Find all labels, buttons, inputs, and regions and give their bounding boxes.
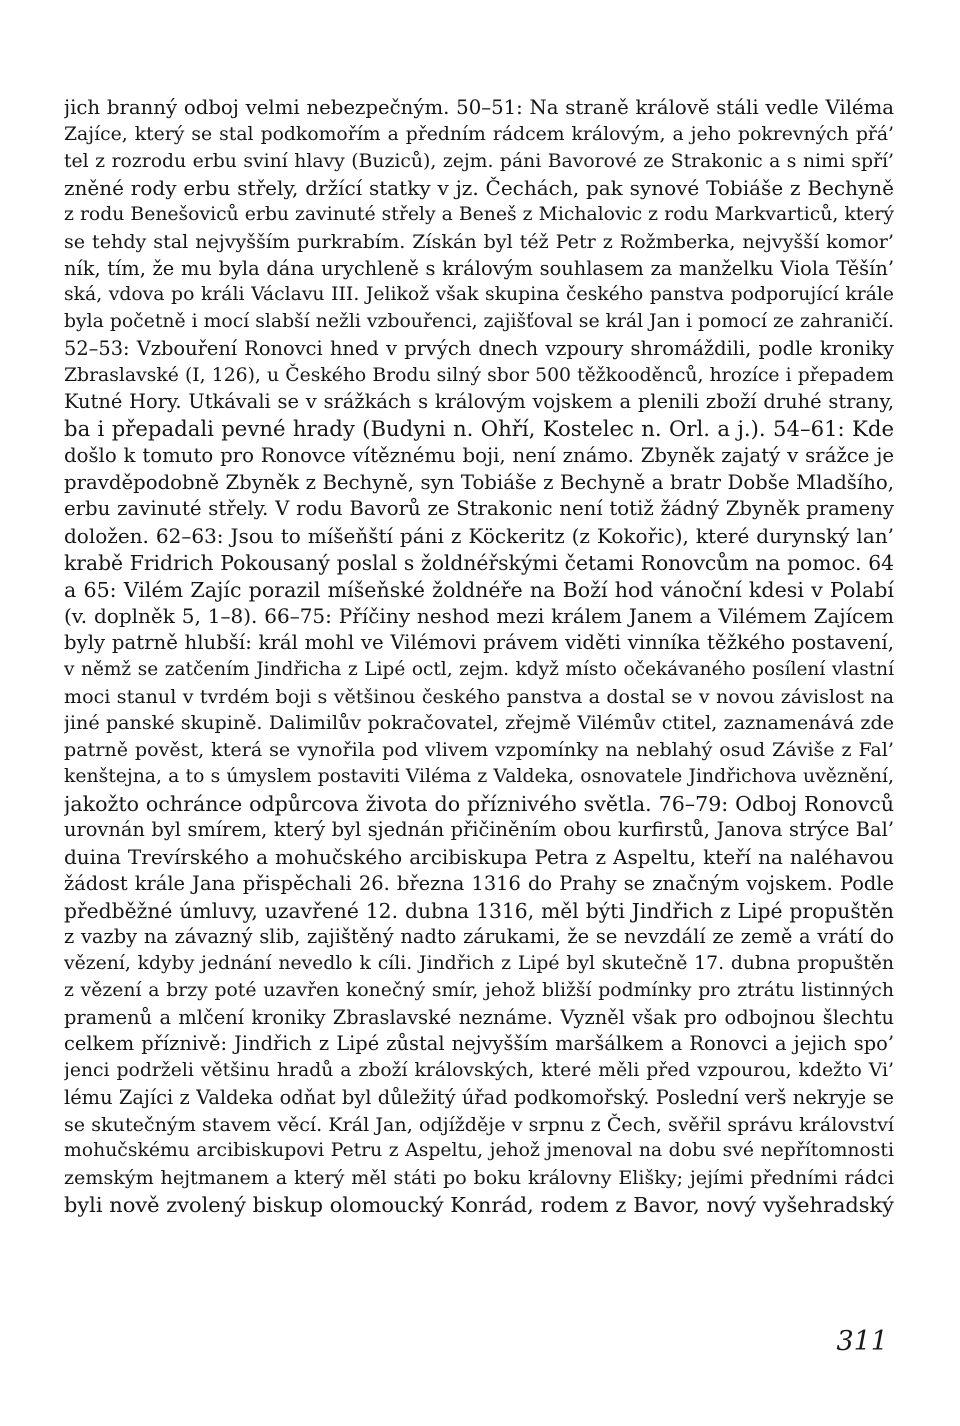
text-line: a 65: Vilém Zajíc porazil míšeňské žoldnéře na Boží hod vánoční kdesi v Polabí [64, 577, 894, 602]
text-line: z vězení a brzy poté uzavřen konečný smír, jehož bližší podmínky pro ztrátu listinných [64, 979, 894, 1001]
text-line: z vazby na závazný slib, zajištěný nadto zárukami, že se nevzdálí ze země a vrátí do [64, 925, 894, 949]
text-line: kenštejna, a to s úmyslem postaviti Viléma z Valdeka, osnovatele Jindřichova uvěznění, [64, 765, 894, 787]
text-line: jakožto ochránce odpůrcova života do příznivého světla. 76–79: Odboj Ronovců [64, 791, 894, 816]
text-line: pramenů a mlčení kroniky Zbraslavské neznáme. Vyzněl však pro odbojnou šlechtu [64, 1005, 894, 1029]
text-line: urovnán byl smírem, který byl sjednán přičiněním obou kurfirstů, Janova strýce Bal’ [64, 818, 894, 842]
text-line: mohučskému arcibiskupovi Petru z Aspeltu, jehož jmenoval na dobu své nepřítomnosti [64, 1140, 894, 1162]
text-line: Kutné Hory. Utkávali se v srážkách s královým vojskem a plenili zboží druhé strany, [64, 390, 894, 414]
text-line: celkem příznivě: Jindřich z Lipé zůstal nejvyšším maršálkem a Ronovci a jejich spo’ [64, 1032, 894, 1056]
text-line: zněné rody erbu střely, držící statky v jz. Čechách, pak synové Tobiáše z Bechyně [64, 176, 894, 201]
text-line: Zbraslavské (I, 126), u Českého Brodu silný sbor 500 těžkooděnců, hrozíce i přepadem [64, 364, 894, 386]
text-line: v němž se zatčením Jindřicha z Lipé octl, zejm. když místo očekávaného posílení vlastní [64, 658, 894, 680]
text-line: jenci podrželi většinu hradů a zboží královských, které měli před vzpourou, kdežto Vi’ [64, 1060, 894, 1081]
text-line: žádost krále Jana přispěchali 26. března 1316 do Prahy se značným vojskem. Podle [64, 871, 894, 895]
text-line: předběžné úmluvy, uzavřené 12. dubna 1316, měl býti Jindřich z Lipé propuštěn [64, 898, 894, 923]
text-line: se tehdy stal nejvyšším purkrabím. Získán byl též Petr z Rožmberka, nejvyšší komor’ [64, 229, 894, 253]
text-line: krabě Fridrich Pokousaný poslal s žoldnéřskými četami Ronovcům na pomoc. 64 [64, 550, 894, 575]
text-line: duina Trevírského a mohučského arcibiskupa Petra z Aspeltu, kteří na naléhavou [64, 845, 894, 869]
text-line: došlo k tomuto pro Ronovce vítěznému boji, není známo. Zbyněk zajatý v srážce je [64, 443, 894, 467]
text-line: byly patrně hlubší: král mohl ve Vilémovi právem viděti vinníka těžkého postavení, [64, 631, 894, 654]
text-line: z rodu Benešoviců erbu zavinuté střely a Beneš z Michalovic z rodu Markvarticů, který [64, 204, 894, 225]
text-line: byli nově zvolený biskup olomoucký Konrád, rodem z Bavor, nový vyšehradský [64, 1192, 894, 1217]
text-line: ba i přepadali pevné hrady (Budyni n. Ohří, Kostelec n. Orl. a j.). 54–61: Kde [64, 416, 894, 441]
text-line: jich branný odboj velmi nebezpečným. 50–51: Na straně královĕ stáli vedle Viléma [64, 96, 894, 119]
text-line: moci stanul v tvrdém boji s většinou českého panstva a dostal se v novou závislost na [64, 684, 894, 708]
text-line: ník, tím, že mu byla dána urychleně s královým souhlasem za manželku Viola Těšín’ [64, 256, 894, 280]
text-line: tel z rozrodu erbu sviní hlavy (Buziců), zejm. páni Bavorové ze Strakonic a s nimi spří’ [64, 150, 894, 172]
text-line: doložen. 62–63: Jsou to míšeňští páni z Köckeritz (z Kokořic), které durynský lan’ [64, 524, 894, 548]
text-line: (v. doplněk 5, 1–8). 66–75: Příčiny neshod mezi králem Janem a Vilémem Zajícem [64, 604, 894, 629]
text-line: byla početně i mocí slabší nežli vzbouřenci, zajišťoval se král Jan i pomocí ze zahraničí. [64, 311, 894, 332]
text-line: 52–53: Vzbouření Ronovci hned v prvých dnech vzpoury shromáždili, podle kroniky [64, 336, 894, 360]
text-line: zemským hejtmanem a který měl státi po boku královny Elišky; jejími předními rádci [64, 1166, 894, 1189]
text-line: pravděpodobně Zbyněk z Bechyně, syn Tobiáše z Bechyně a bratr Dobše Mladšího, [64, 470, 894, 494]
text-line: jiné panské skupině. Dalimilův pokračovatel, zřejmě Vilémův ctitel, zaznamenává zde [64, 711, 894, 735]
text-line: vězení, kdyby jednání nevedlo k cíli. Jindřich z Lipé byl skutečně 17. dubna propuštěn [64, 953, 894, 974]
text-line: erbu zavinuté střely. V rodu Bavorů ze Strakonic není totiž žádný Zbyněk prameny [64, 497, 894, 521]
commentary-text [64, 95, 894, 1219]
text-line: Zajíce, který se stal podkomořím a předním rádcem královým, a jeho pokrevných přá’ [64, 123, 894, 145]
text-line: patrně pověst, která se vynořila pod vlivem vzpomínky na neblahý osud Záviše z Fal’ [64, 738, 894, 761]
text-line: se skutečným stavem věcí. Král Jan, odjížděje v srpnu z Čech, svěřil správu království [64, 1112, 894, 1136]
text-line: lému Zajíci z Valdeka odňat byl důležitý úřad podkomořský. Poslední verš nekryje se [64, 1085, 894, 1109]
page-number: 311 [836, 1326, 888, 1357]
text-line: ská, vdova po králi Václavu III. Jelikož však skupina českého panstva podporující krále [64, 284, 894, 306]
